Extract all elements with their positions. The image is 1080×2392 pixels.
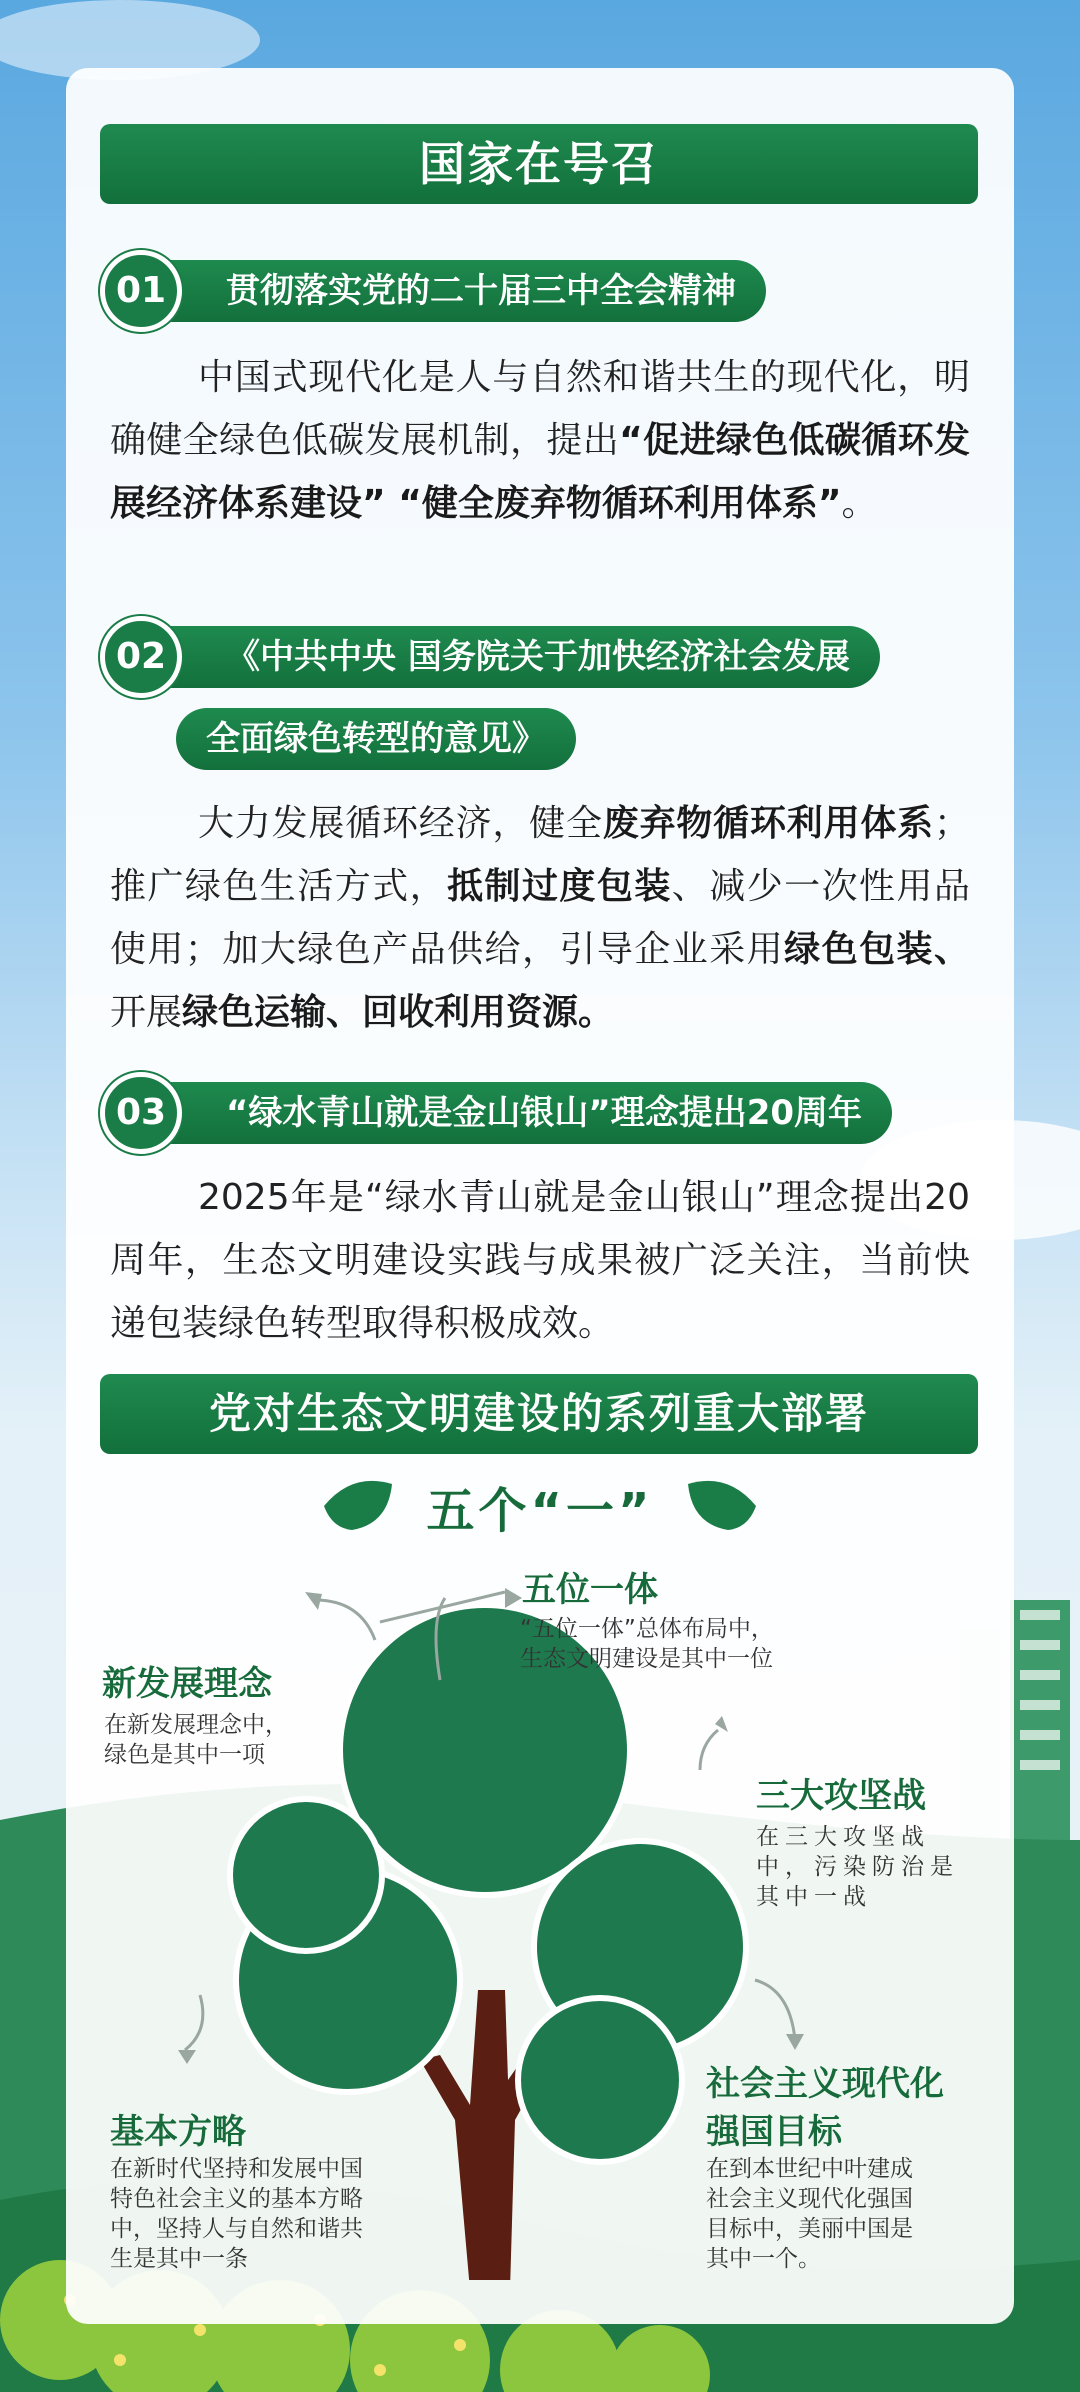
section-banner-national-call: 国家在号召 bbox=[100, 124, 978, 204]
item-modern-power-title-line2: 强国目标 bbox=[706, 2112, 842, 2152]
item-three-battles-desc: 在三大攻坚战 中，污染防治是 其中一战 bbox=[756, 1824, 959, 1910]
item-01-paragraph: 中国式现代化是人与自然和谐共生的现代化，明确健全绿色低碳发展机制，提出“促进绿色低碳循环发展经济体系建设” “健全废弃物循环利用体系”。 bbox=[110, 357, 970, 524]
item-03-title: “绿水青山就是金山银山”理念提出20周年 bbox=[126, 1082, 892, 1144]
item-02-title-line1: 《中共中央 国务院关于加快经济社会发展 bbox=[126, 626, 880, 688]
section-banner-deployments: 党对生态文明建设的系列重大部署 bbox=[100, 1374, 978, 1454]
item-three-battles-title: 三大攻坚战 bbox=[756, 1776, 926, 1816]
arrow-basic-strategy bbox=[185, 1995, 203, 2050]
leaf-right-icon bbox=[686, 1478, 758, 1534]
canopy-left-top bbox=[230, 1799, 382, 1951]
item-basic-strategy-title: 基本方略 bbox=[110, 2112, 246, 2152]
arrow-three-battles bbox=[700, 1730, 718, 1770]
item-five-in-one-desc: “五位一体”总体布局中， 生态文明建设是其中一位 bbox=[520, 1616, 774, 1672]
item-03-number: 03 bbox=[100, 1072, 182, 1154]
item-modern-power-desc: 在到本世纪中叶建成 社会主义现代化强国 目标中，美丽中国是 其中一个。 bbox=[706, 2156, 913, 2272]
item-five-in-one-title: 五位一体 bbox=[522, 1570, 658, 1610]
item-01-title: 贯彻落实党的二十届三中全会精神 bbox=[126, 260, 766, 322]
arrow-new-development bbox=[315, 1600, 375, 1640]
item-new-development-title: 新发展理念 bbox=[102, 1664, 272, 1704]
arrow-modern-power bbox=[755, 1980, 795, 2040]
item-new-development-desc: 在新发展理念中， 绿色是其中一项 bbox=[104, 1712, 288, 1768]
item-basic-strategy-desc: 在新时代坚持和发展中国 特色社会主义的基本方略 中，坚持人与自然和谐共 生是其中一条 bbox=[110, 2156, 363, 2272]
five-ones-title: 五个“一” bbox=[426, 1483, 654, 1539]
item-03-paragraph: 2025年是“绿水青山就是金山银山”理念提出20周年，生态文明建设实践与成果被广泛关注，当前快递包装绿色转型取得积极成效。 bbox=[110, 1177, 970, 1344]
item-modern-power-title-line1: 社会主义现代化 bbox=[706, 2064, 944, 2104]
item-02-title-line2: 全面绿色转型的意见》 bbox=[176, 708, 576, 770]
item-02-paragraph: 大力发展循环经济，健全废弃物循环利用体系；推广绿色生活方式，抵制过度包装、减少一次性用品使用；加大绿色产品供给，引导企业采用绿色包装、开展绿色运输、回收利用资源。 bbox=[110, 803, 970, 1033]
item-02-number: 02 bbox=[100, 616, 182, 698]
item-01-number: 01 bbox=[100, 250, 182, 332]
canopy-right-bottom bbox=[518, 1998, 682, 2162]
